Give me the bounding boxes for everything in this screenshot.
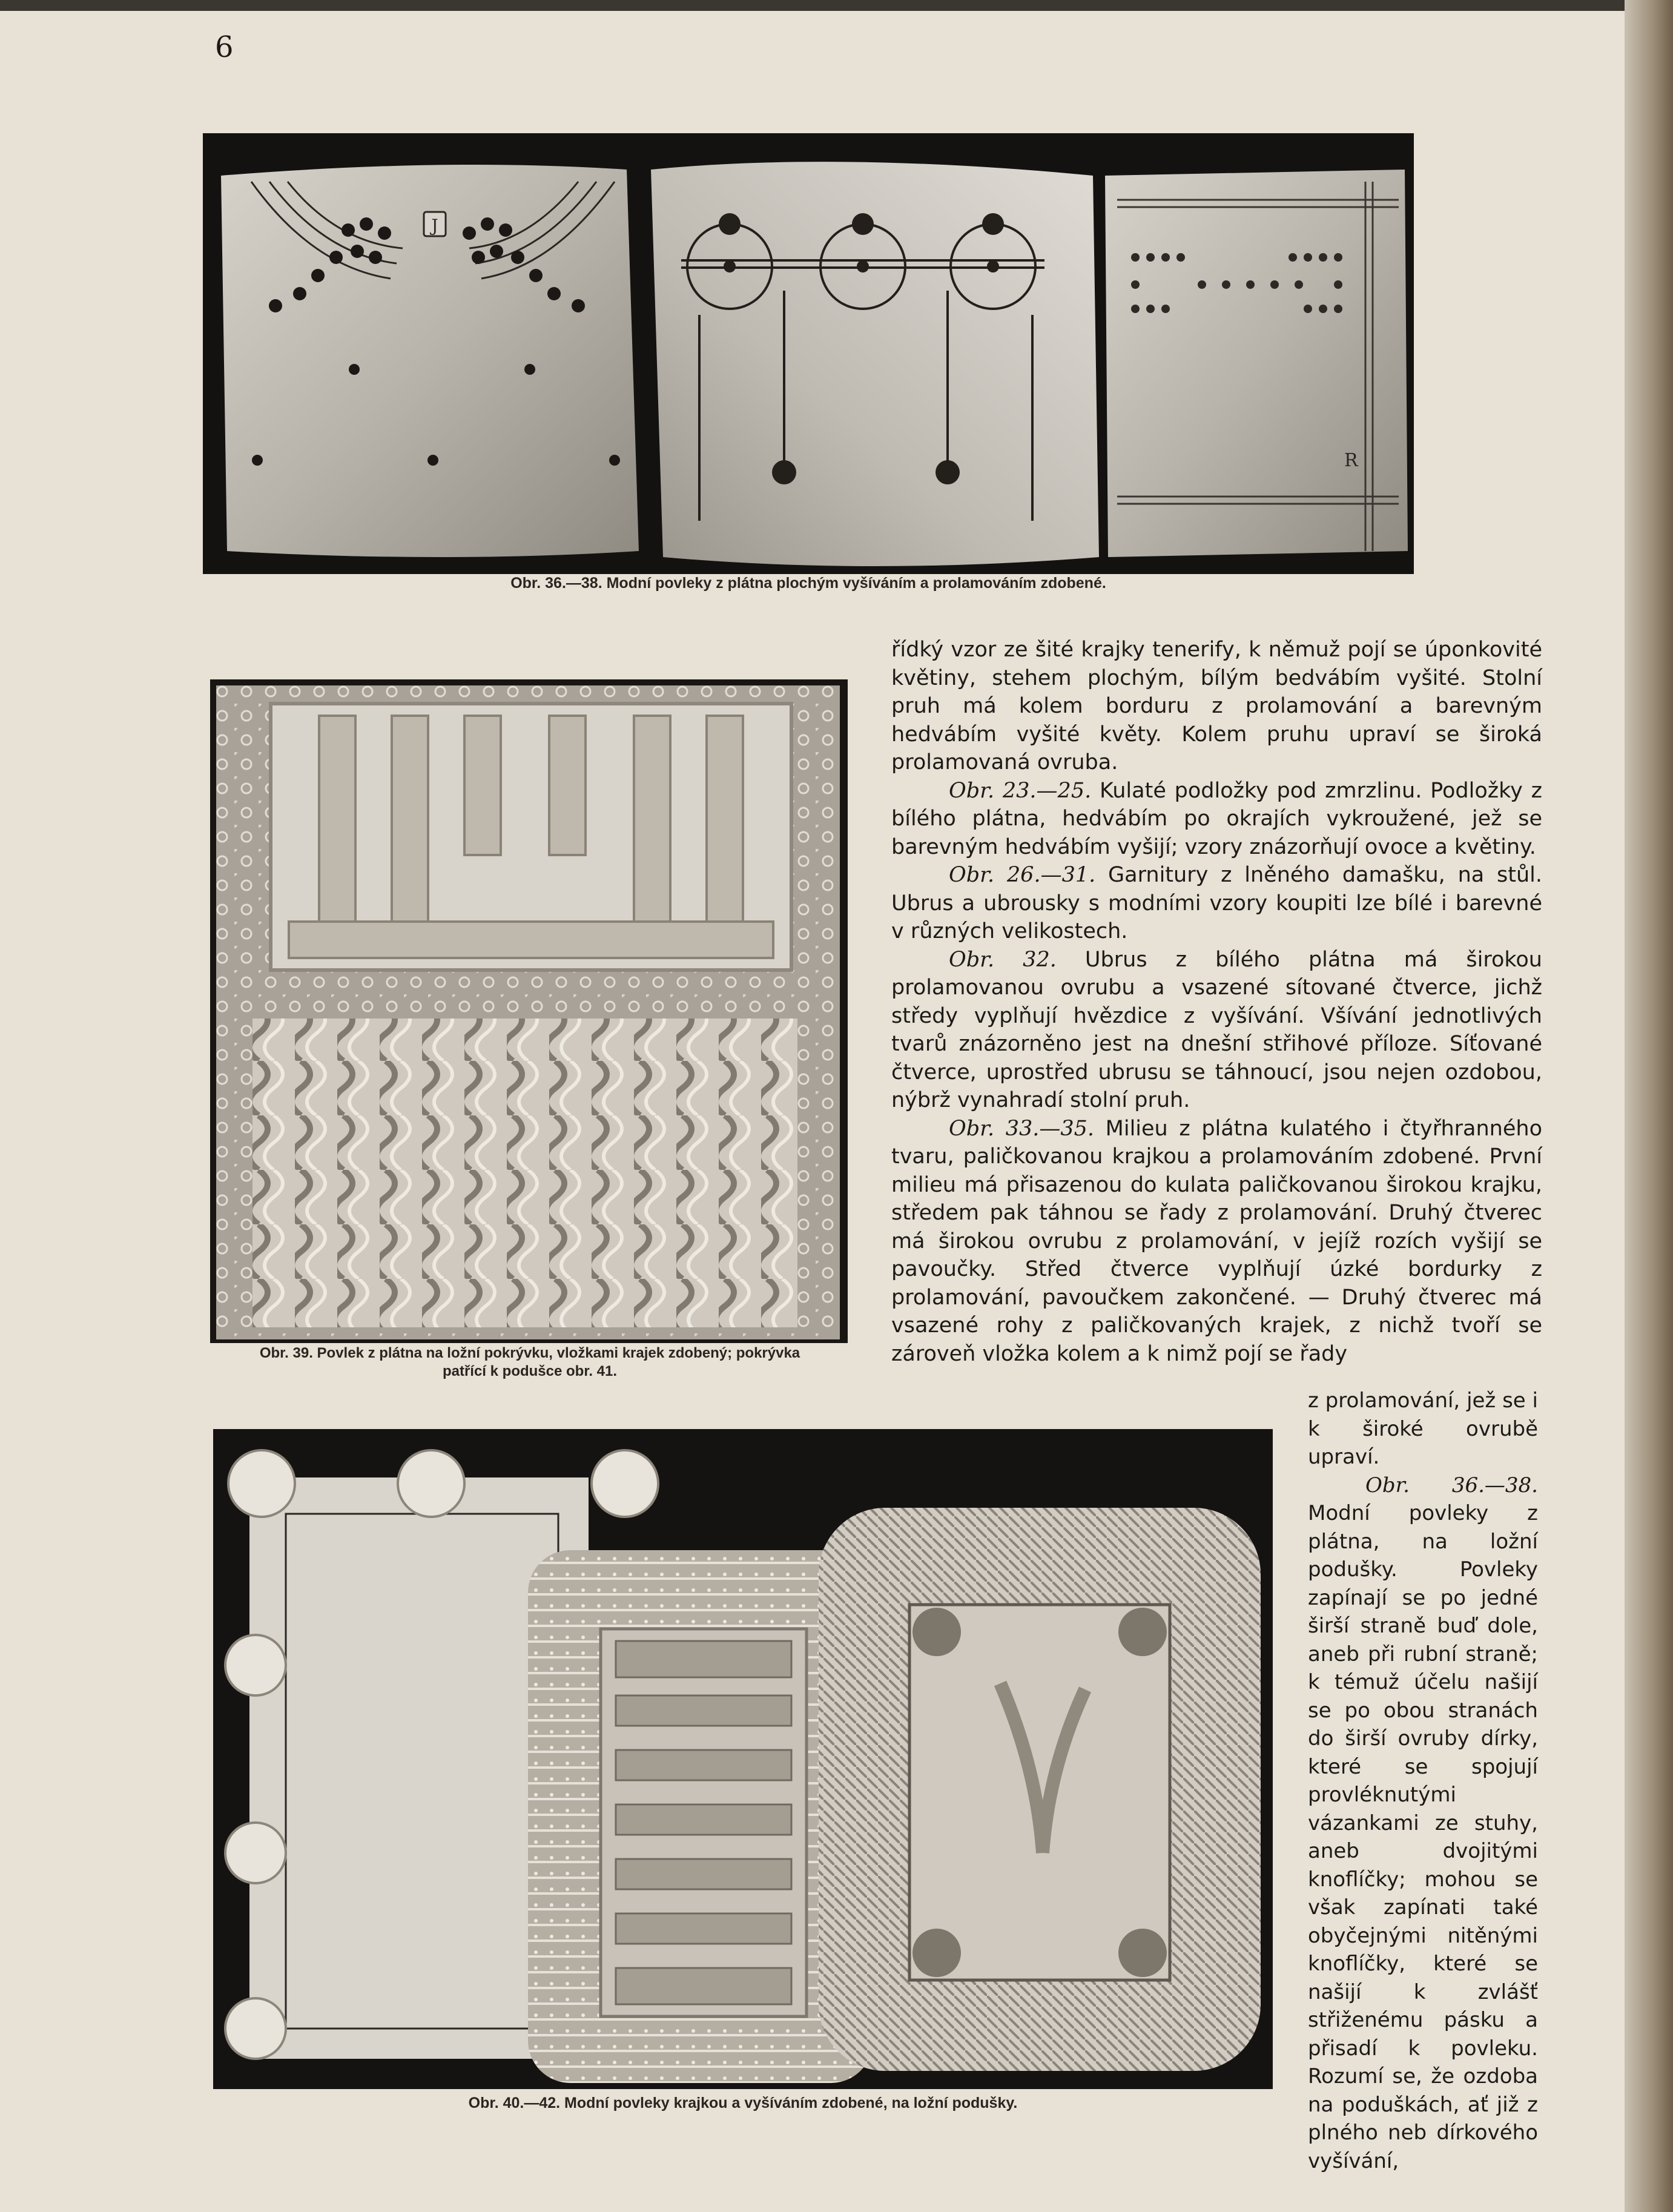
figure-caption-39-line1: Obr. 39. Povlek z plátna na ložní pokrývku, vložkami krajek zdobený; pokrývka bbox=[259, 1345, 800, 1361]
figure-caption-36-38: Obr. 36.—38. Modní povleky z plátna plochým vyšíváním a prolamováním zdobené. bbox=[510, 575, 1106, 592]
paragraph-intro: řídký vzor ze šité krajky tenerify, k němuž pojí se úponkovité květiny, stehem plochým, bílým bedvábím vyšité. Stolní pruh má kolem borduru z prolamování a barevným hedvábím vyšité květy. Kolem pruhu upraví se široká prolamovaná ovruba. bbox=[891, 638, 1542, 774]
figure-caption-39-line2: patřící k podušce obr. 41. bbox=[442, 1363, 618, 1379]
paragraph-body-23-25: Kulaté podložky pod zmrzlinu. Podložky z bílého plátna, hedvábím po okrajích vykroužené, jež se barevným hedvábím vyšijí; vzory znázorňují ovoce a květiny. bbox=[891, 778, 1542, 859]
lace-pillowcases-illustration bbox=[213, 1429, 1273, 2089]
page-number: 6 bbox=[215, 30, 234, 64]
paragraph-obr-23-25 bbox=[891, 777, 1542, 862]
figure-ref-23-25: Obr. 23.—25. bbox=[949, 778, 1092, 803]
monogram-right: R bbox=[1344, 450, 1358, 471]
paragraph-body-33-35: Milieu z plátna kulatého i čtyřhranného tvaru, paličkovanou krajkou a prolamováním zdobené. První milieu má přisazenou do kulata paličkovanou širokou krajku, středem pak táhnou se řady z prolamování. Druhý čtverec má širokou ovrubu z prolamování, v jejíž rozích vyšijí se pavoučky. Střed čtverce vyplňují úzké bordurky z prolamování, pavoučkem zakončené. — Druhý čtverec má vsazené rohy z paličkovaných krajek, z nichž tvoří se zároveň vložka kolem a k nimž pojí se řady bbox=[891, 1116, 1542, 1366]
text-column-right bbox=[891, 636, 1542, 1368]
monogram-left: J bbox=[431, 216, 438, 236]
paragraph-obr-32 bbox=[891, 946, 1542, 1115]
figure-ref-36-38: Obr. 36.—38. bbox=[1365, 1473, 1538, 1497]
bedcover-illustration bbox=[210, 679, 848, 1343]
paragraph-obr-26-31 bbox=[891, 861, 1542, 946]
paragraph-body-32: Ubrus z bílého plátna má širokou prolamovanou ovrubu a vsazené sítované čtverce, jichž středy vyplňují hvězdice z vyšívání. Všívání jednotlivých tvarů znázorněno jest na dnešní střihové příloze. Síťované čtverce, uprostřed ubrusu se táhnoucí, jsou nejen ozdobou, nýbrž vynahradí stolní pruh. bbox=[891, 947, 1542, 1112]
page-binding-edge bbox=[1625, 0, 1673, 2212]
figure-caption-40-42: Obr. 40.—42. Modní povleky krajkou a vyšíváním zdobené, na ložní podušky. bbox=[468, 2095, 1018, 2111]
paragraph-obr-36-38 bbox=[1308, 1471, 1538, 2176]
paragraph-body-26-31: Garnitury z lněného damašku, na stůl. Ubrus a ubrousky s modními vzory koupiti lze bílé i barevné v různých velikostech. bbox=[891, 863, 1542, 943]
paragraph-continuation-33-35: z prolamování, jež se i k široké ovrubě upraví. bbox=[1308, 1388, 1538, 1469]
figure-ref-26-31: Obr. 26.—31. bbox=[949, 863, 1096, 887]
figure-pillowcases-36-38 bbox=[203, 133, 1414, 574]
pillow-right bbox=[1105, 170, 1408, 557]
figure-bedcover-39 bbox=[210, 679, 848, 1343]
text-column-narrow bbox=[1308, 1387, 1538, 2175]
figure-pillowcases-40-42 bbox=[213, 1429, 1273, 2089]
paragraph-body-36-38: Modní povleky z plátna, na ložní podušky. Povleky zapínají se po jedné širší straně buď dole, aneb při rubní straně; k témuž účelu našijí se po obou stranách do širší ovruby dírky, které se spojují provléknutými vázankami ze stuhy, aneb dvojitými knoflíčky; mohou se však zapínati také obyčejnými nitěnými knoflíčky, které se našijí k zvlášť střiženému pásku a přisadí k povleku. Rozumí se, že ozdoba na poduškách, ať již z plného neb dírkového vyšívání, bbox=[1308, 1501, 1538, 2173]
page-top-edge bbox=[0, 0, 1673, 11]
figure-ref-32: Obr. 32. bbox=[949, 947, 1057, 972]
figure-ref-33-35: Obr. 33.—35. bbox=[949, 1116, 1095, 1141]
pillowcases-illustration bbox=[203, 133, 1414, 574]
figure-caption-39 bbox=[203, 1344, 857, 1381]
paragraph-obr-33-35 bbox=[891, 1115, 1542, 1368]
